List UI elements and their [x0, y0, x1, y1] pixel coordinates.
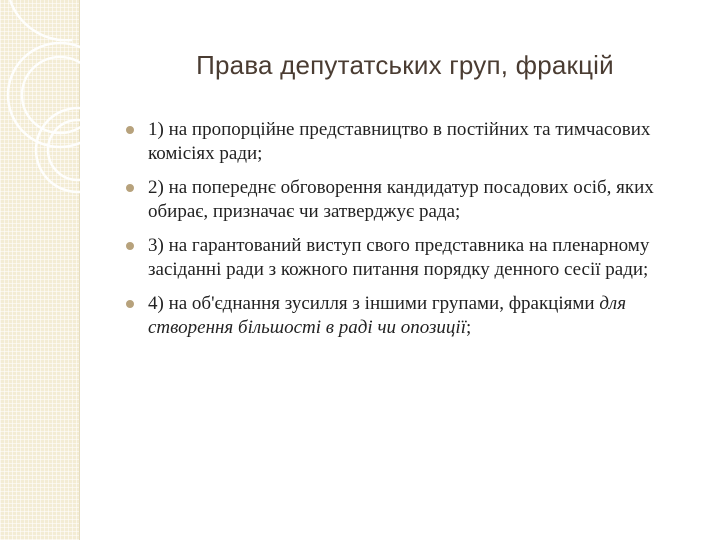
list-item: [128, 118, 703, 166]
bullet-text: 2) на попереднє обговорення кандидатур посадових осіб, яких обирає, призначає чи затверджує рада;: [148, 177, 654, 222]
list-item: [128, 176, 703, 224]
bullet-list: [128, 118, 703, 350]
slide-title: Права депутатських груп, фракцій: [196, 50, 614, 80]
bullet-icon: [126, 184, 134, 192]
bullet-icon: [126, 300, 134, 308]
bullet-text: 3) на гарантований виступ свого представника на пленарному засіданні ради з кожного питання порядку денного сесії ради;: [148, 235, 650, 280]
list-item: [128, 292, 703, 340]
bullet-text-italic: для створення більшості в раді чи опозиції: [148, 293, 627, 338]
bullet-text: 4) на об'єднання зусилля з іншими групами, фракціями: [148, 293, 600, 314]
concentric-arcs-decoration: [0, 0, 110, 220]
bullet-text-end: ;: [465, 317, 472, 338]
bullet-icon: [126, 242, 134, 250]
bullet-icon: [126, 126, 134, 134]
bullet-text: 1) на пропорційне представництво в постійних та тимчасових комісіях ради;: [148, 119, 651, 164]
list-item: [128, 234, 703, 282]
